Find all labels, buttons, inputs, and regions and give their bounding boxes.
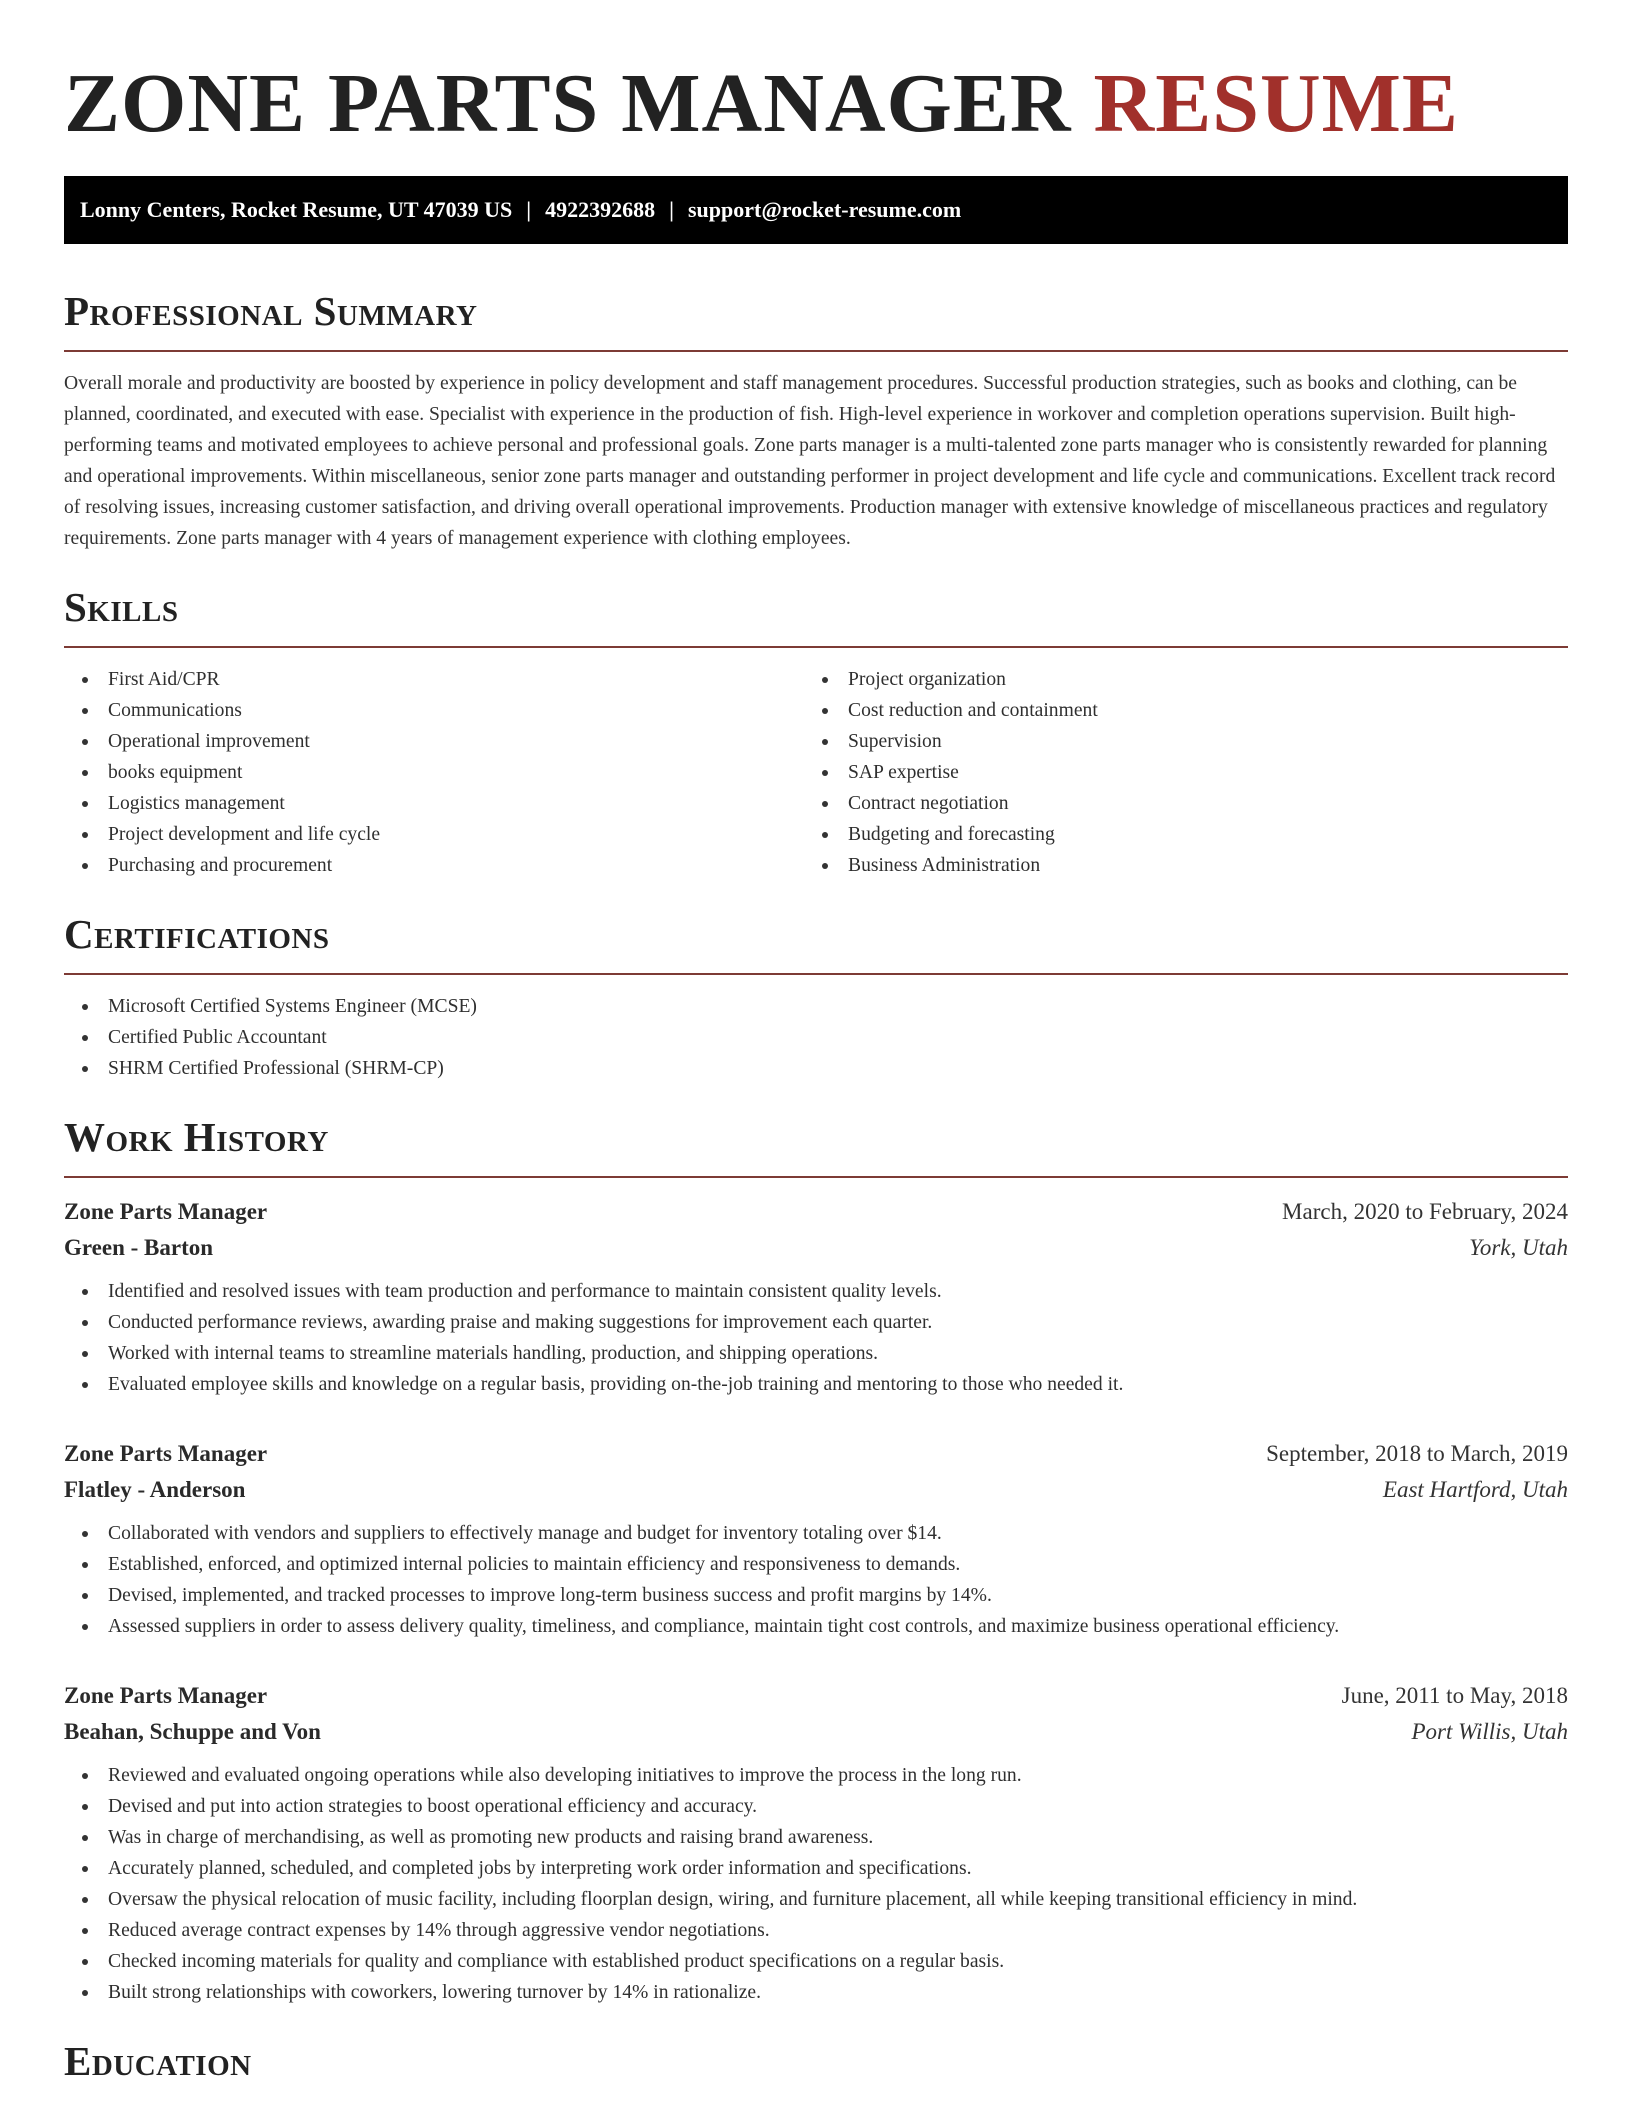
certifications-section: [64, 909, 1568, 1084]
section-divider: [64, 1176, 1568, 1178]
job-entry: [64, 1436, 1568, 1642]
summary-heading: Professional Summary: [64, 288, 478, 334]
job-bullet: Identified and resolved issues with team production and performance to maintain consistent quality levels.: [64, 1276, 1568, 1307]
job-bullet: Assessed suppliers in order to assess delivery quality, timeliness, and compliance, maintain tight cost controls, and maximize business operational efficiency.: [64, 1611, 1568, 1642]
job-title: Zone Parts Manager: [64, 1683, 268, 1708]
job-bullet: Collaborated with vendors and suppliers to effectively manage and budget for inventory totaling over $14.: [64, 1518, 1568, 1549]
job-dates: September, 2018 to March, 2019: [1266, 1441, 1568, 1466]
job-title: Zone Parts Manager: [64, 1199, 268, 1224]
skills-grid: [64, 664, 1568, 881]
skill-item: books equipment: [64, 757, 804, 788]
job-dates: March, 2020 to February, 2024: [1282, 1199, 1568, 1224]
job-bullet: Devised and put into action strategies to boost operational efficiency and accuracy.: [64, 1791, 1568, 1822]
job-bullet: Evaluated employee skills and knowledge on a regular basis, providing on-the-job training and mentoring to those who needed it.: [64, 1369, 1568, 1400]
title-accent: RESUME: [1093, 57, 1459, 150]
job-bullets: [64, 1276, 1568, 1400]
job-company-row: [64, 1472, 1568, 1508]
job-dates: June, 2011 to May, 2018: [1341, 1683, 1568, 1708]
certifications-list: [64, 991, 1568, 1084]
contact-bar: [64, 176, 1568, 244]
summary-section: [64, 286, 1568, 554]
job-entry: [64, 1194, 1568, 1400]
work-history-heading: Work History: [64, 1114, 329, 1160]
job-header-row: [64, 1678, 1568, 1714]
skill-item: Logistics management: [64, 788, 804, 819]
skill-item: Budgeting and forecasting: [804, 819, 1544, 850]
contact-separator: |: [526, 197, 532, 222]
skills-section: [64, 582, 1568, 881]
job-bullet: Worked with internal teams to streamline materials handling, production, and shipping operations.: [64, 1338, 1568, 1369]
skill-item: Project organization: [804, 664, 1544, 695]
job-bullet: Built strong relationships with coworkers, lowering turnover by 14% in rationalize.: [64, 1977, 1568, 2008]
certifications-heading: Certifications: [64, 911, 330, 957]
job-bullet: Reduced average contract expenses by 14% through aggressive vendor negotiations.: [64, 1915, 1568, 1946]
job-bullet: Checked incoming materials for quality and compliance with established product specifications on a regular basis.: [64, 1946, 1568, 1977]
skill-item: Business Administration: [804, 850, 1544, 881]
contact-email: support@rocket-resume.com: [687, 197, 962, 222]
skill-item: Project development and life cycle: [64, 819, 804, 850]
certification-item: Certified Public Accountant: [64, 1022, 1568, 1053]
job-company: Flatley - Anderson: [64, 1477, 246, 1502]
job-header-row: [64, 1194, 1568, 1230]
summary-text: Overall morale and productivity are boosted by experience in policy development and staff management procedures. Successful production strategies, such as books and clothing, can be planned, coordinated, and executed with ease. Specialist with experience in the production of fish. High-level experience in workover and completion operations supervision. Built high-performing teams and motivated employees to achieve personal and professional goals. Zone parts manager is a multi-talented zone parts manager who is consistently rewarded for planning and operational improvements. Within miscellaneous, senior zone parts manager and outstanding performer in project development and life cycle and communications. Excellent track record of resolving issues, increasing customer satisfaction, and driving overall operational improvements. Production manager with extensive knowledge of miscellaneous practices and regulatory requirements. Zone parts manager with 4 years of management experience with clothing employees.: [64, 373, 1556, 549]
job-title: Zone Parts Manager: [64, 1441, 268, 1466]
job-company: Beahan, Schuppe and Von: [64, 1719, 321, 1744]
job-location: York, Utah: [1469, 1235, 1568, 1260]
skill-item: Communications: [64, 695, 804, 726]
education-section: [64, 2036, 1568, 2086]
skill-item: SAP expertise: [804, 757, 1544, 788]
job-location: Port Willis, Utah: [1411, 1719, 1568, 1744]
job-bullet: Devised, implemented, and tracked processes to improve long-term business success and profit margins by 14%.: [64, 1580, 1568, 1611]
title-main: ZONE PARTS MANAGER: [64, 57, 1072, 150]
job-bullet: Was in charge of merchandising, as well as promoting new products and raising brand awareness.: [64, 1822, 1568, 1853]
certification-item: SHRM Certified Professional (SHRM-CP): [64, 1053, 1568, 1084]
education-heading: Education: [64, 2038, 252, 2084]
skill-item: Purchasing and procurement: [64, 850, 804, 881]
section-divider: [64, 973, 1568, 975]
job-location: East Hartford, Utah: [1382, 1477, 1568, 1502]
section-divider: [64, 646, 1568, 648]
job-header-row: [64, 1436, 1568, 1472]
skills-left-column: [64, 664, 804, 881]
skill-item: Contract negotiation: [804, 788, 1544, 819]
work-history-section: [64, 1112, 1568, 2008]
resume-page: [64, 0, 1568, 2086]
job-bullet: Oversaw the physical relocation of music facility, including floorplan design, wiring, and furniture placement, all while keeping transitional efficiency in mind.: [64, 1884, 1568, 1915]
skill-item: Operational improvement: [64, 726, 804, 757]
contact-separator: |: [669, 197, 674, 222]
contact-address: Lonny Centers, Rocket Resume, UT 47039 US: [80, 197, 513, 222]
skills-right-column: [804, 664, 1544, 881]
job-company-row: [64, 1230, 1568, 1266]
job-bullet: Established, enforced, and optimized internal policies to maintain efficiency and responsiveness to demands.: [64, 1549, 1568, 1580]
job-bullet: Conducted performance reviews, awarding praise and making suggestions for improvement each quarter.: [64, 1307, 1568, 1338]
skill-item: Cost reduction and containment: [804, 695, 1544, 726]
job-bullets: [64, 1760, 1568, 2008]
job-bullets: [64, 1518, 1568, 1642]
certification-item: Microsoft Certified Systems Engineer (MCSE): [64, 991, 1568, 1022]
resume-title: [64, 56, 1568, 152]
skills-heading: Skills: [64, 584, 179, 630]
job-bullet: Reviewed and evaluated ongoing operations while also developing initiatives to improve the process in the long run.: [64, 1760, 1568, 1791]
skill-item: Supervision: [804, 726, 1544, 757]
job-company: Green - Barton: [64, 1235, 214, 1260]
job-company-row: [64, 1714, 1568, 1750]
contact-phone: 4922392688: [545, 197, 656, 222]
section-divider: [64, 350, 1568, 352]
skill-item: First Aid/CPR: [64, 664, 804, 695]
job-entry: [64, 1678, 1568, 2008]
job-bullet: Accurately planned, scheduled, and completed jobs by interpreting work order information and specifications.: [64, 1853, 1568, 1884]
